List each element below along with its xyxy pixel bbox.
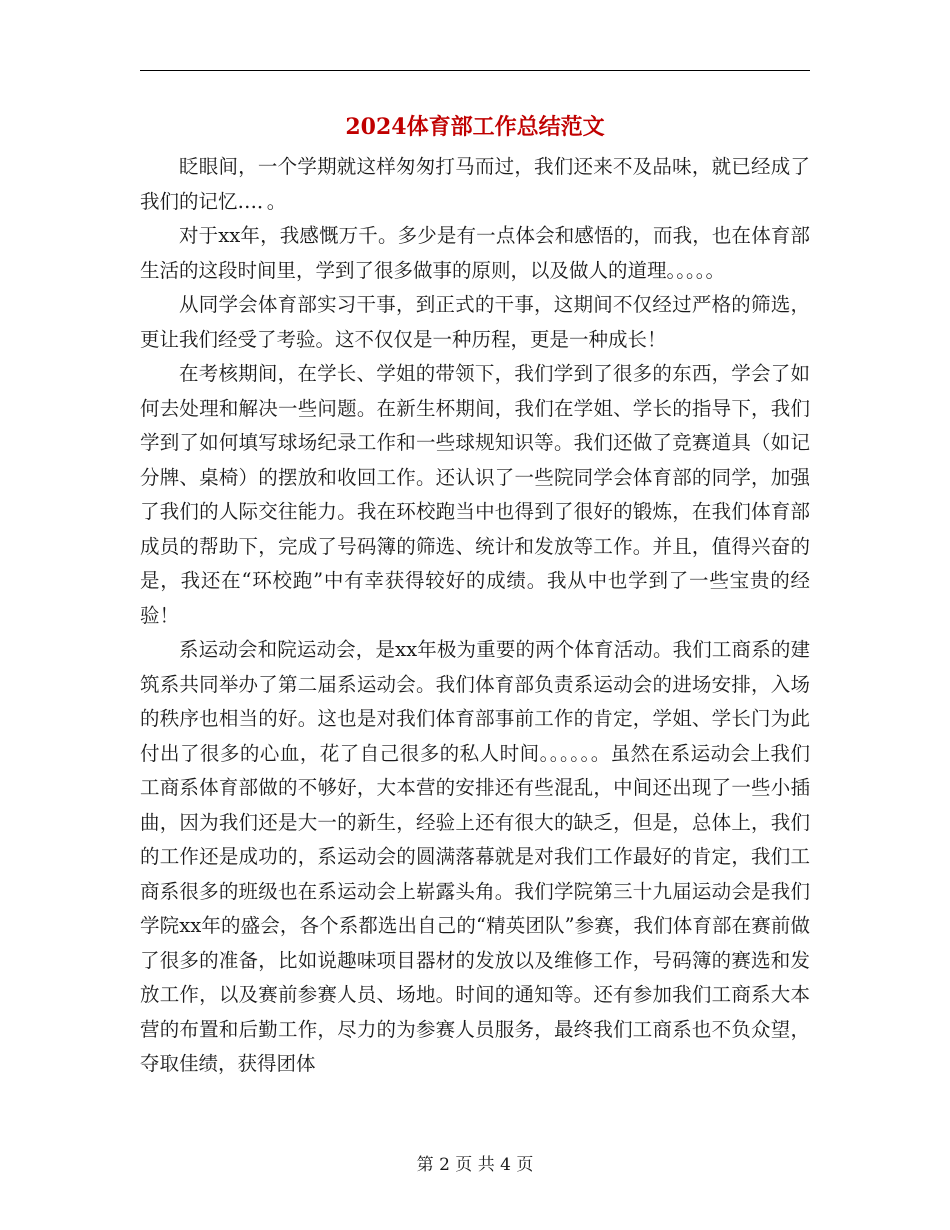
page-number-footer: 第 2 页 共 4 页: [416, 1155, 534, 1175]
paragraph: 系运动会和院运动会，是xx年极为重要的两个体育活动。我们工商系的建筑系共同举办了第二届系运动会。我们体育部负责系运动会的进场安排，入场的秩序也相当的好。这也是对我们体育部事前工作的肯定，学姐、学长门为此付出了很多的心血，花了自己很多的私人时间。。。。。。虽然在系运动会上我们工商系体育部做的不够好，大本营的安排还有些混乱，中间还出现了一些小插曲，因为我们还是大一的新生，经验上还有很大的缺乏，但是，总体上，我们的工作还是成功的，系运动会的圆满落幕就是对我们工作最好的肯定，我们工商系很多的班级也在系运动会上崭露头角。我们学院第三十九届运动会是我们学院xx年的盛会，各个系都选出自己的“精英团队”参赛，我们体育部在赛前做了很多的准备，比如说趣味项目器材的发放以及维修工作，号码簿的赛选和发放工作，以及赛前参赛人员、场地。时间的通知等。还有参加我们工商系大本营的布置和后勤工作，尽力的为参赛人员服务，最终我们工商系也不负众望，夺取佳绩，获得团体: [140, 638, 810, 1075]
header-rule: [140, 70, 810, 71]
document-body: [140, 150, 810, 1082]
document-title: 2024体育部工作总结范文: [345, 114, 605, 140]
paragraph: 从同学会体育部实习干事，到正式的干事，这期间不仅经过严格的筛选，更让我们经受了考验。这不仅仅是一种历程，更是一种成长！: [140, 293, 810, 351]
paragraph: 眨眼间，一个学期就这样匆匆打马而过，我们还来不及品味，就已经成了我们的记忆…．。: [140, 155, 810, 213]
paragraph: 在考核期间，在学长、学姐的带领下，我们学到了很多的东西，学会了如何去处理和解决一些问题。在新生杯期间，我们在学姐、学长的指导下，我们学到了如何填写球场纪录工作和一些球规知识等。我们还做了竞赛道具（如记分牌、桌椅）的摆放和收回工作。还认识了一些院同学会体育部的同学，加强了我们的人际交往能力。我在环校跑当中也得到了很好的锻炼，在我们体育部成员的帮助下，完成了号码簿的筛选、统计和发放等工作。并且，值得兴奋的是，我还在“环校跑”中有幸获得较好的成绩。我从中也学到了一些宝贵的经验！: [140, 362, 810, 627]
paragraph: 对于xx年，我感慨万千。多少是有一点体会和感悟的，而我，也在体育部生活的这段时间里，学到了很多做事的原则，以及做人的道理。。。。。: [140, 224, 810, 282]
